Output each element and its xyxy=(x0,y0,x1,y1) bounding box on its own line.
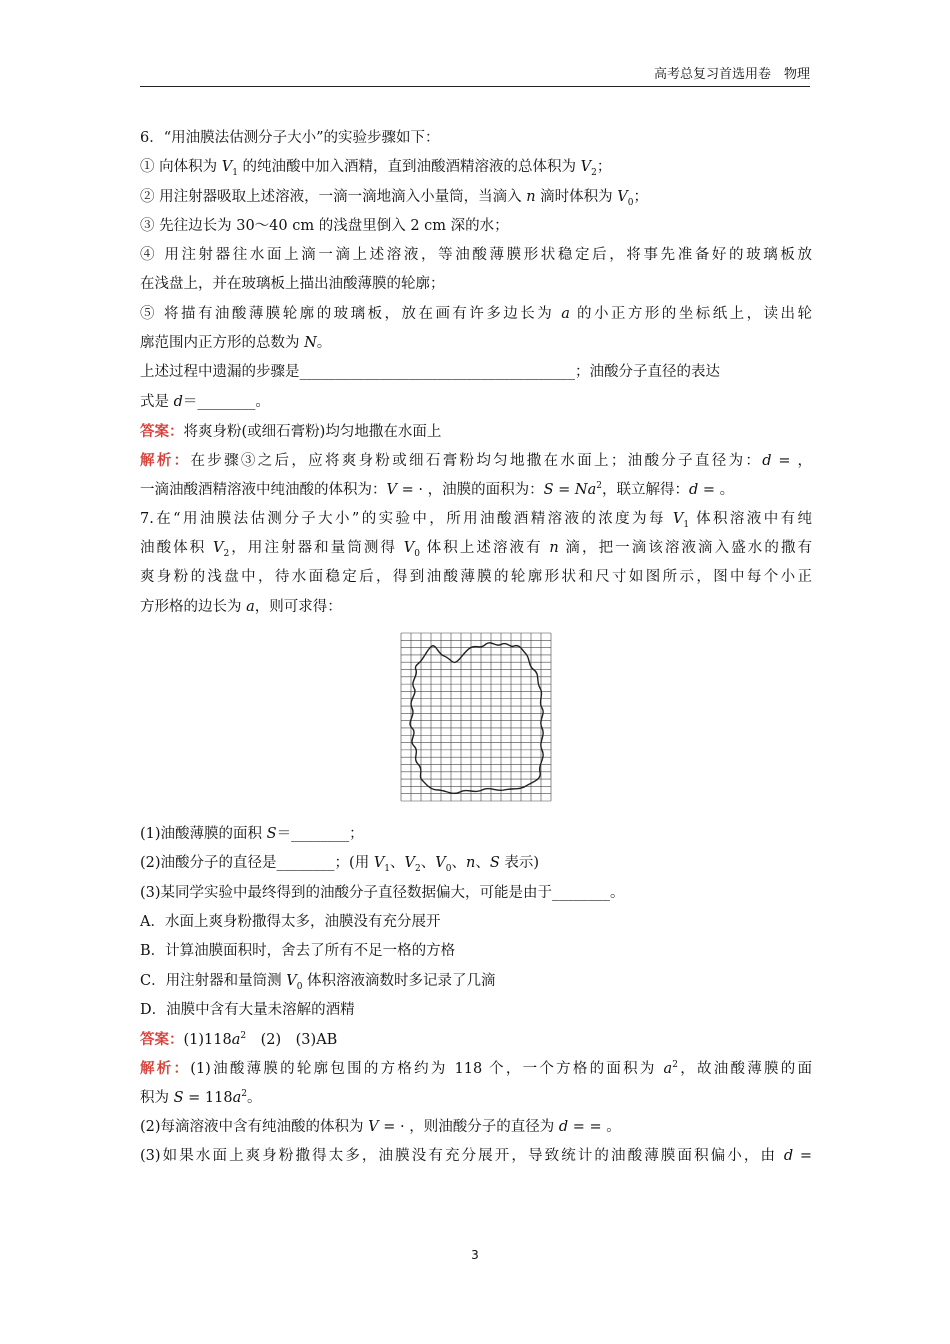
q7-line-4: 方形格的边长为 a，则可求得： xyxy=(140,598,342,615)
q7-analysis-line-3: (2)每滴溶液中含有纯油酸的体积为 V = · ，则油酸分子的直径为 d = = 。 xyxy=(140,1119,621,1136)
q7-answer: 答案：$(1)118a^2$ (2) (3)AB xyxy=(140,1031,338,1049)
q6-analysis-line-1: 解析：在步骤③之后，应将爽身粉或细石膏粉均匀地撒在水面上；油酸分子直径为：d = ， xyxy=(140,452,812,470)
oil-film-figure xyxy=(140,622,812,820)
q7-analysis-line-4: (3)如果水面上爽身粉撒得太多，油膜没有充分展开，导致统计的油酸薄膜面积偏小，由 d = xyxy=(140,1148,812,1165)
q7-option-c: C．用注射器和量筒测 $V_0$ 体积溶液滴数时多记录了几滴 xyxy=(140,972,496,992)
q6-step-2: ② 用注射器吸取上述溶液，一滴一滴地滴入小量筒，当滴入 n 滴时体积为 $V_0$； xyxy=(140,188,648,208)
q7-part-1: (1)油酸薄膜的面积 S＝________； xyxy=(140,826,364,843)
q7-line-2: 油酸体积 $V_2$，用注射器和量筒测得 $V_0$ 体积上述溶液有 n 滴，把一滴该溶液滴入盛水的撒有 xyxy=(140,540,813,560)
answer-label: 答案： xyxy=(140,1031,184,1049)
q6-step-1: ① 向体积为 $V_1$ 的纯油酸中加入酒精，直到油酸酒精溶液的总体积为 $V_2$； xyxy=(140,159,612,179)
q7-option-a: A．水面上爽身粉撒得太多，油膜没有充分展开 xyxy=(140,913,441,930)
q6-step-4-line-1: ④ 用注射器往水面上滴一滴上述溶液，等油酸薄膜形状稳定后，将事先准备好的玻璃板放 xyxy=(140,247,812,264)
q7-part-2: (2)油酸分子的直径是________；(用 $V_1$、$V_2$、$V_0$、n、S 表示) xyxy=(140,855,540,875)
page-header xyxy=(140,64,810,87)
q7-option-d: D．油膜中含有大量未溶解的酒精 xyxy=(140,1001,355,1018)
q7-option-b: B．计算油膜面积时，舍去了所有不足一格的方格 xyxy=(140,943,456,960)
oil-film-outline xyxy=(410,643,543,794)
q6-question-line-1: 上述过程中遗漏的步骤是______________________________________；油酸分子直径的表达 xyxy=(140,364,720,381)
grid-diagram xyxy=(400,632,552,802)
q6-analysis-line-2: 一滴油酸酒精溶液中纯油酸的体积为：V = · ，油膜的面积为：$S = Na^2$，联立解得：d = 。 xyxy=(140,480,735,498)
q6-step-5-line-2: 廓范围内正方形的总数为 N。 xyxy=(140,335,332,352)
q6-step-3: ③ 先往边长为 30～40 cm 的浅盘里倒入 2 cm 深的水； xyxy=(140,217,509,234)
q7-analysis-line-1: 解析：(1)油酸薄膜的轮廓包围的方格约为 118 个，一个方格的面积为 $a^2$，故油酸薄膜的面 xyxy=(140,1060,813,1078)
q7-part-3: (3)某同学实验中最终得到的油酸分子直径数据偏大，可能是由于________。 xyxy=(140,884,625,901)
q6-question-line-2: 式是 d＝________。 xyxy=(140,393,270,410)
q7-line-1: 7.在“用油膜法估测分子大小”的实验中，所用油酸酒精溶液的浓度为每 $V_1$ 体积溶液中有纯 xyxy=(140,510,812,530)
analysis-label: 解析： xyxy=(140,452,191,470)
q7-line-3: 爽身粉的浅盘中，待水面稳定后，得到油酸薄膜的轮廓形状和尺寸如图所示，图中每个小正 xyxy=(140,569,812,586)
page-number: 3 xyxy=(471,1248,479,1262)
q7-analysis-line-2: 积为 $S = 118a^2$。 xyxy=(140,1088,262,1106)
page-content xyxy=(140,124,812,1172)
answer-label: 答案： xyxy=(140,422,184,440)
analysis-label: 解析： xyxy=(140,1060,191,1078)
header-title: 高考总复习首选用卷 物理 xyxy=(653,67,810,82)
q6-step-4-line-2: 在浅盘上，并在玻璃板上描出油酸薄膜的轮廓； xyxy=(140,276,445,293)
q6-step-5-line-1: ⑤ 将描有油酸薄膜轮廓的玻璃板，放在画有许多边长为 a 的小正方形的坐标纸上，读出轮 xyxy=(140,305,813,322)
q6-title: 6．“用油膜法估测分子大小”的实验步骤如下： xyxy=(140,130,440,146)
q6-answer: 答案：将爽身粉(或细石膏粉)均匀地撒在水面上 xyxy=(140,422,442,440)
